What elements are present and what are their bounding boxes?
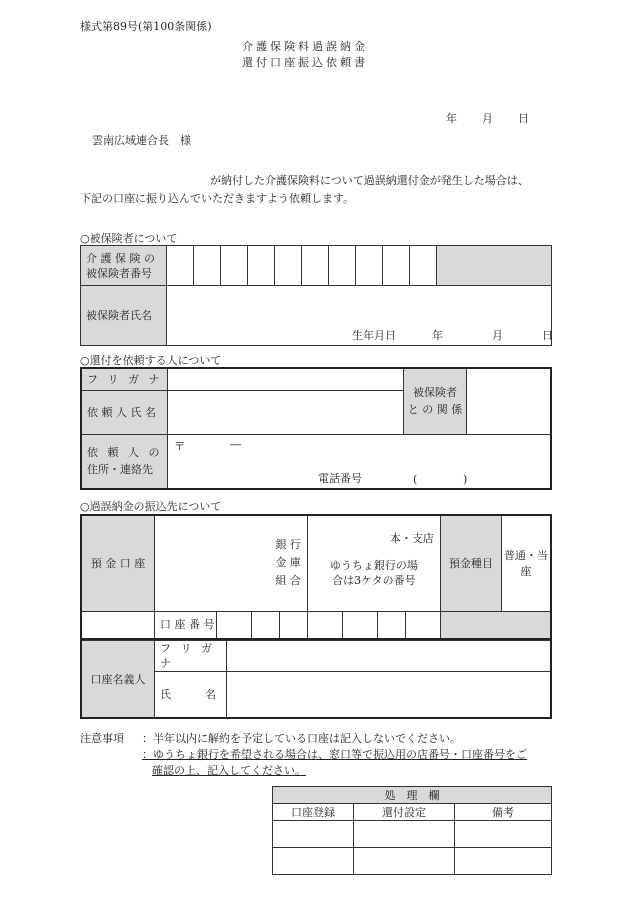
- body-line2: 下記の口座に振り込んでいただきますよう依頼します。: [80, 192, 355, 205]
- account-table: [80, 514, 552, 640]
- processing-table: [272, 786, 552, 875]
- insured-number-digit[interactable]: [275, 246, 302, 286]
- deposit-type-field[interactable]: 普通・当座: [501, 515, 551, 611]
- section3-heading: ○過誤納金の振込先について: [80, 500, 222, 513]
- phone-paren-open: (: [413, 473, 418, 486]
- account-number-digit[interactable]: [405, 611, 440, 639]
- insured-number-digit[interactable]: [221, 246, 248, 286]
- birth-day: 日: [542, 329, 553, 342]
- processing-col-account: 口座登録: [273, 804, 354, 821]
- account-number-digit[interactable]: [252, 611, 280, 639]
- processing-cell[interactable]: [273, 821, 354, 848]
- note-2-line2: 確認の上、記入してください。: [152, 764, 306, 777]
- address-field[interactable]: [168, 434, 552, 489]
- kumiai-label: 組 合: [275, 574, 301, 588]
- section2-heading: ○還付を依頼する人について: [80, 354, 222, 367]
- form-number: 様式第89号(第100条関係): [80, 20, 212, 33]
- holder-table: [80, 640, 552, 719]
- body-line1: が納付した介護保険料について過誤納還付金が発生した場合は、: [210, 174, 529, 187]
- shinkin-label: 金 庫: [275, 556, 301, 570]
- branch-label: 本・支店: [389, 532, 434, 545]
- insured-number-digit[interactable]: [194, 246, 221, 286]
- form-title-line2: 還付口座振込依頼書: [242, 56, 368, 69]
- date-year: 年: [446, 112, 457, 125]
- date-month: 月: [482, 112, 493, 125]
- processing-col-notes: 備考: [455, 804, 552, 821]
- date-day: 日: [518, 112, 529, 125]
- deposit-account-label: 預 金 口 座: [81, 515, 155, 611]
- birth-label: 生年月日: [352, 329, 396, 342]
- notes-label: 注意事項: [80, 732, 124, 745]
- phone-paren-close: ): [463, 473, 468, 486]
- insured-name-label: 被保険者氏名: [81, 286, 167, 346]
- holder-name-label: 氏 名: [155, 672, 227, 718]
- processing-title: 処 理 欄: [273, 787, 552, 804]
- processing-cell[interactable]: [354, 848, 455, 875]
- account-number-digit[interactable]: [280, 611, 308, 639]
- account-number-digit[interactable]: [217, 611, 252, 639]
- insured-number-digit[interactable]: [356, 246, 383, 286]
- holder-furigana-label: フ リ ガ ナ: [155, 641, 227, 672]
- processing-col-refund: 還付設定: [354, 804, 455, 821]
- furigana-label: フ リ ガ ナ: [81, 368, 168, 390]
- requester-table: [80, 367, 552, 490]
- processing-cell[interactable]: [354, 821, 455, 848]
- account-number-blank: [440, 611, 551, 639]
- account-number-digit[interactable]: [307, 611, 342, 639]
- insured-number-digit[interactable]: [302, 246, 329, 286]
- relation-field[interactable]: [467, 368, 552, 434]
- insured-number-label: 介 護 保 険 の 被保険者番号: [81, 246, 167, 286]
- insured-table: [80, 245, 552, 346]
- account-number-digit[interactable]: [377, 611, 405, 639]
- holder-name-field[interactable]: [227, 672, 552, 718]
- insured-name-field[interactable]: [167, 286, 552, 346]
- processing-cell[interactable]: [455, 848, 552, 875]
- requester-name-label: 依 頼 人 氏 名: [81, 390, 168, 434]
- relation-label: 被保険者 と の 関 係: [404, 368, 467, 434]
- branch-field[interactable]: [307, 515, 440, 611]
- section1-heading: ○被保険者について: [80, 232, 178, 245]
- postal-dash: ―: [230, 437, 241, 451]
- deposit-account-label-continued: [81, 611, 155, 639]
- insured-number-digit[interactable]: [410, 246, 437, 286]
- bank-label: 銀 行: [275, 538, 301, 552]
- processing-cell[interactable]: [273, 848, 354, 875]
- note-2-line1: ：ゆうちょ銀行を希望される場合は、窓口等で振込用の店番号・口座番号をご: [142, 748, 527, 761]
- addressee: 雲南広域連合長 様: [92, 134, 191, 147]
- holder-label: 口座名義人: [81, 641, 155, 718]
- yucho-note: ゆうちょ銀行の場 合は3ケタの番号: [329, 559, 418, 587]
- phone-label: 電話番号: [318, 472, 362, 485]
- birth-month: 月: [492, 329, 503, 342]
- account-number-digit[interactable]: [342, 611, 377, 639]
- holder-furigana-field[interactable]: [227, 641, 552, 672]
- form-title-line1: 介護保険料過誤納金: [242, 40, 368, 53]
- postal-mark: 〒: [174, 439, 185, 453]
- deposit-type-label: 預金種目: [440, 515, 501, 611]
- requester-furigana-field[interactable]: [168, 368, 404, 390]
- bank-name-field[interactable]: [155, 515, 308, 611]
- processing-cell[interactable]: [455, 821, 552, 848]
- address-label: 依 頼 人 の 住所・連絡先: [81, 434, 168, 489]
- birth-year: 年: [432, 329, 443, 342]
- insured-number-digit[interactable]: [167, 246, 194, 286]
- requester-name-field[interactable]: [168, 390, 404, 434]
- insured-number-blank: [437, 246, 552, 286]
- insured-number-digit[interactable]: [329, 246, 356, 286]
- account-number-label: 口 座 番 号: [155, 611, 217, 639]
- note-1: ：半年以内に解約を予定している口座は記入しないでください。: [142, 732, 461, 745]
- insured-number-digit[interactable]: [383, 246, 410, 286]
- insured-number-digit[interactable]: [248, 246, 275, 286]
